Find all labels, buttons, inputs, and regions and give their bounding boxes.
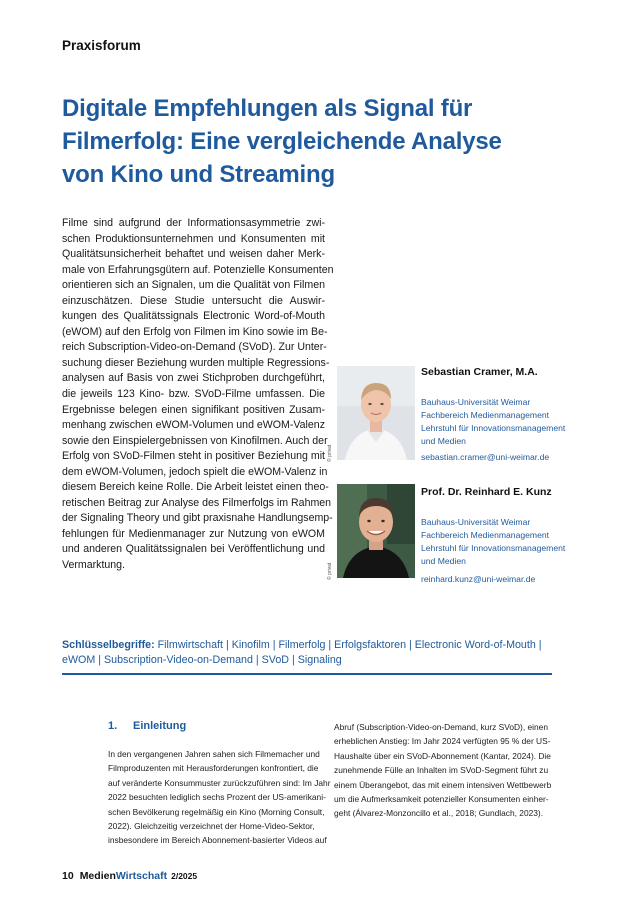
section-heading — [108, 720, 186, 732]
author-email[interactable]: sebastian.cramer@uni-weimar.de — [421, 452, 550, 462]
author-affiliation — [421, 516, 565, 568]
title-line: Digitale Empfehlungen als Signal für — [62, 95, 473, 122]
body-line: In den vergangenen Jahren sahen sich Filmemacher und — [108, 749, 320, 759]
affiliation-line: Fachbereich Medienmanagement — [421, 410, 550, 420]
affiliation-line: Lehrstuhl für Innovationsmanagement — [421, 543, 566, 553]
article-title — [62, 92, 582, 191]
body-column-right — [334, 720, 550, 821]
keywords-block — [62, 638, 552, 667]
title-line: von Kino und Streaming — [62, 161, 335, 188]
abstract-line: sowie den Einspielergebnissen von Kinofilmen. Auch der — [62, 434, 328, 447]
keyword-separator: | — [292, 653, 295, 666]
title-line: Filmerfolg: Eine vergleichende Analyse — [62, 128, 502, 155]
keyword: Erfolgsfaktoren — [334, 639, 407, 651]
photo-credit: © privat — [327, 444, 333, 462]
abstract-line: Filme sind aufgrund der Informationsasymmetrie zwi- — [62, 217, 325, 229]
affiliation-line: Lehrstuhl für Innovationsmanagement — [421, 423, 566, 433]
keyword: Kinofilm — [231, 639, 270, 651]
keyword-separator: | — [328, 639, 332, 651]
portrait-icon — [337, 366, 415, 460]
page-footer — [62, 870, 197, 882]
keyword: Signaling — [297, 653, 342, 666]
keyword-separator: | — [538, 639, 542, 651]
keyword: eWOM — [62, 653, 96, 666]
photo-credit: © privat — [327, 562, 333, 580]
body-line: 2022). Gleichzeitig verzeichnet der Home-Video-Sektor, — [108, 821, 315, 832]
body-column-left — [108, 747, 331, 848]
keyword: Filmwirtschaft — [157, 639, 223, 651]
abstract-line: retischen Beitrag zur Analyse des Filmerfolgs im Rahmen — [62, 496, 332, 509]
keyword-separator: | — [409, 639, 412, 651]
author-photo-kunz — [337, 484, 415, 578]
affiliation-line: und Medien — [421, 556, 466, 566]
body-line: um die Aufmerksamkeit potenzieller Konsumenten einher- — [334, 794, 549, 805]
affiliation-line: Bauhaus-Universität Weimar — [421, 397, 531, 407]
abstract-line: orientieren sich an Signalen, um die Qualität von Filmen — [62, 279, 325, 292]
portrait-icon — [337, 484, 415, 578]
keyword: Filmerfolg — [278, 639, 326, 651]
abstract-line: male von Erfahrungsgütern auf. Potenzielle Konsumenten — [62, 263, 334, 276]
author-photo-cramer — [337, 366, 415, 460]
body-line: Haushalte über ein SVoD-Abonnement (Kantar, 2024). Die — [334, 750, 551, 761]
body-line: geht (Álvarez-Monzoncillo et al., 2018; Gundlach, 2023). — [334, 808, 544, 819]
keyword-separator: | — [98, 653, 102, 666]
page-number: 10 — [62, 870, 74, 882]
section-label: Praxisforum — [62, 38, 141, 53]
body-line: auf veränderte Konsummuster zurückzuführen sind: Im Jahr — [108, 777, 331, 788]
divider — [62, 673, 552, 675]
keyword-separator: | — [255, 653, 259, 666]
body-line: Abruf (Subscription-Video-on-Demand, kurz SVoD), einen — [334, 722, 548, 732]
affiliation-line: Bauhaus-Universität Weimar — [421, 517, 531, 527]
body-line: erheblichen Anstieg: Im Jahr 2024 verfügten 95 % der US- — [334, 736, 551, 747]
abstract-line: (eWOM) auf den Erfolg von Filmen im Kino sowie im Be- — [62, 325, 328, 338]
body-line: insbesondere im Bereich Abonnement-basierter Videos auf — [108, 835, 327, 846]
keywords-line — [62, 638, 552, 653]
journal-brand-accent: Wirtschaft — [115, 870, 168, 882]
keywords-label: Schlüsselbegriffe: — [62, 639, 155, 651]
journal-brand: Medien — [79, 870, 116, 882]
body-line: zunehmende Fülle an Inhalten im SVoD-Segment führt zu — [334, 765, 549, 776]
keyword: SVoD — [261, 653, 290, 666]
author-name: Sebastian Cramer, M.A. — [421, 366, 538, 378]
abstract-line: analysen auf Basis von zwei Stichproben durchgeführt, — [62, 372, 325, 385]
author-email[interactable]: reinhard.kunz@uni-weimar.de — [421, 574, 536, 584]
body-line: schen Bevölkerung regelmäßig ein Kino (Morning Consult, — [108, 806, 325, 817]
abstract-line: Erfolg von SVoD-Filmen steht in positiver Beziehung mit — [62, 450, 325, 463]
abstract-line: schen Produktionsunternehmen und Konsumenten mit — [62, 232, 325, 245]
abstract-line: suchung dieser Beziehung wurden multiple Regressions- — [62, 356, 330, 369]
abstract-line: die jeweils 123 Kino- bzw. SVoD-Filme umfassen. Die — [62, 388, 325, 401]
author-name: Prof. Dr. Reinhard E. Kunz — [421, 486, 552, 498]
abstract-line: menhang zwischen eWOM-Volumen und eWOM-Valenz — [62, 419, 325, 432]
issue-number: 2/2025 — [171, 871, 198, 881]
affiliation-line: Fachbereich Medienmanagement — [421, 530, 550, 540]
keywords-line — [62, 653, 552, 668]
keyword: Electronic Word-of-Mouth — [414, 639, 536, 651]
keyword: Subscription-Video-on-Demand — [104, 653, 253, 666]
abstract-line: diesem Bereich keine Rolle. Die Arbeit leistet einen theo- — [62, 481, 329, 494]
keyword-separator: | — [272, 639, 276, 651]
abstract-line: der Signaling Theory und gibt praxisnahe Handlungsemp- — [62, 512, 333, 525]
abstract-line: Ergebnisse belegen einen signifikant positiven Zusam- — [62, 403, 325, 416]
abstract-line: Qualitätsunsicherheit behaftet und weisen daher Merk- — [62, 248, 325, 261]
abstract-line: und anderen Qualitätssignalen bei Veröffentlichung und — [62, 543, 325, 556]
keyword-separator: | — [225, 639, 229, 651]
abstract-line: einzuschätzen. Diese Studie untersucht die Auswir- — [62, 294, 325, 307]
section-number: 1. — [108, 720, 118, 732]
section-title: Einleitung — [133, 720, 187, 732]
body-line: einem Überangebot, das mit einem intensiven Wettbewerb — [334, 779, 552, 790]
author-affiliation — [421, 396, 565, 448]
abstract-line: reich Subscription-Video-on-Demand (SVoD). Zur Unter- — [62, 341, 327, 354]
affiliation-line: und Medien — [421, 436, 466, 446]
abstract-line: kungen des Qualitätssignals Electronic Word-of-Mouth — [62, 310, 325, 323]
abstract-line: fehlungen für Medienmanager zur Nutzung von eWOM — [62, 527, 325, 540]
body-line: Filmproduzenten mit Herausforderungen konfrontiert, die — [108, 763, 319, 774]
abstract-line: dem eWOM-Volumen, jedoch spielt die eWOM-Valenz in — [62, 465, 328, 478]
abstract-line: Vermarktung. — [62, 559, 126, 572]
body-line: 2022 besuchten lediglich sechs Prozent der US-amerikani- — [108, 792, 326, 803]
